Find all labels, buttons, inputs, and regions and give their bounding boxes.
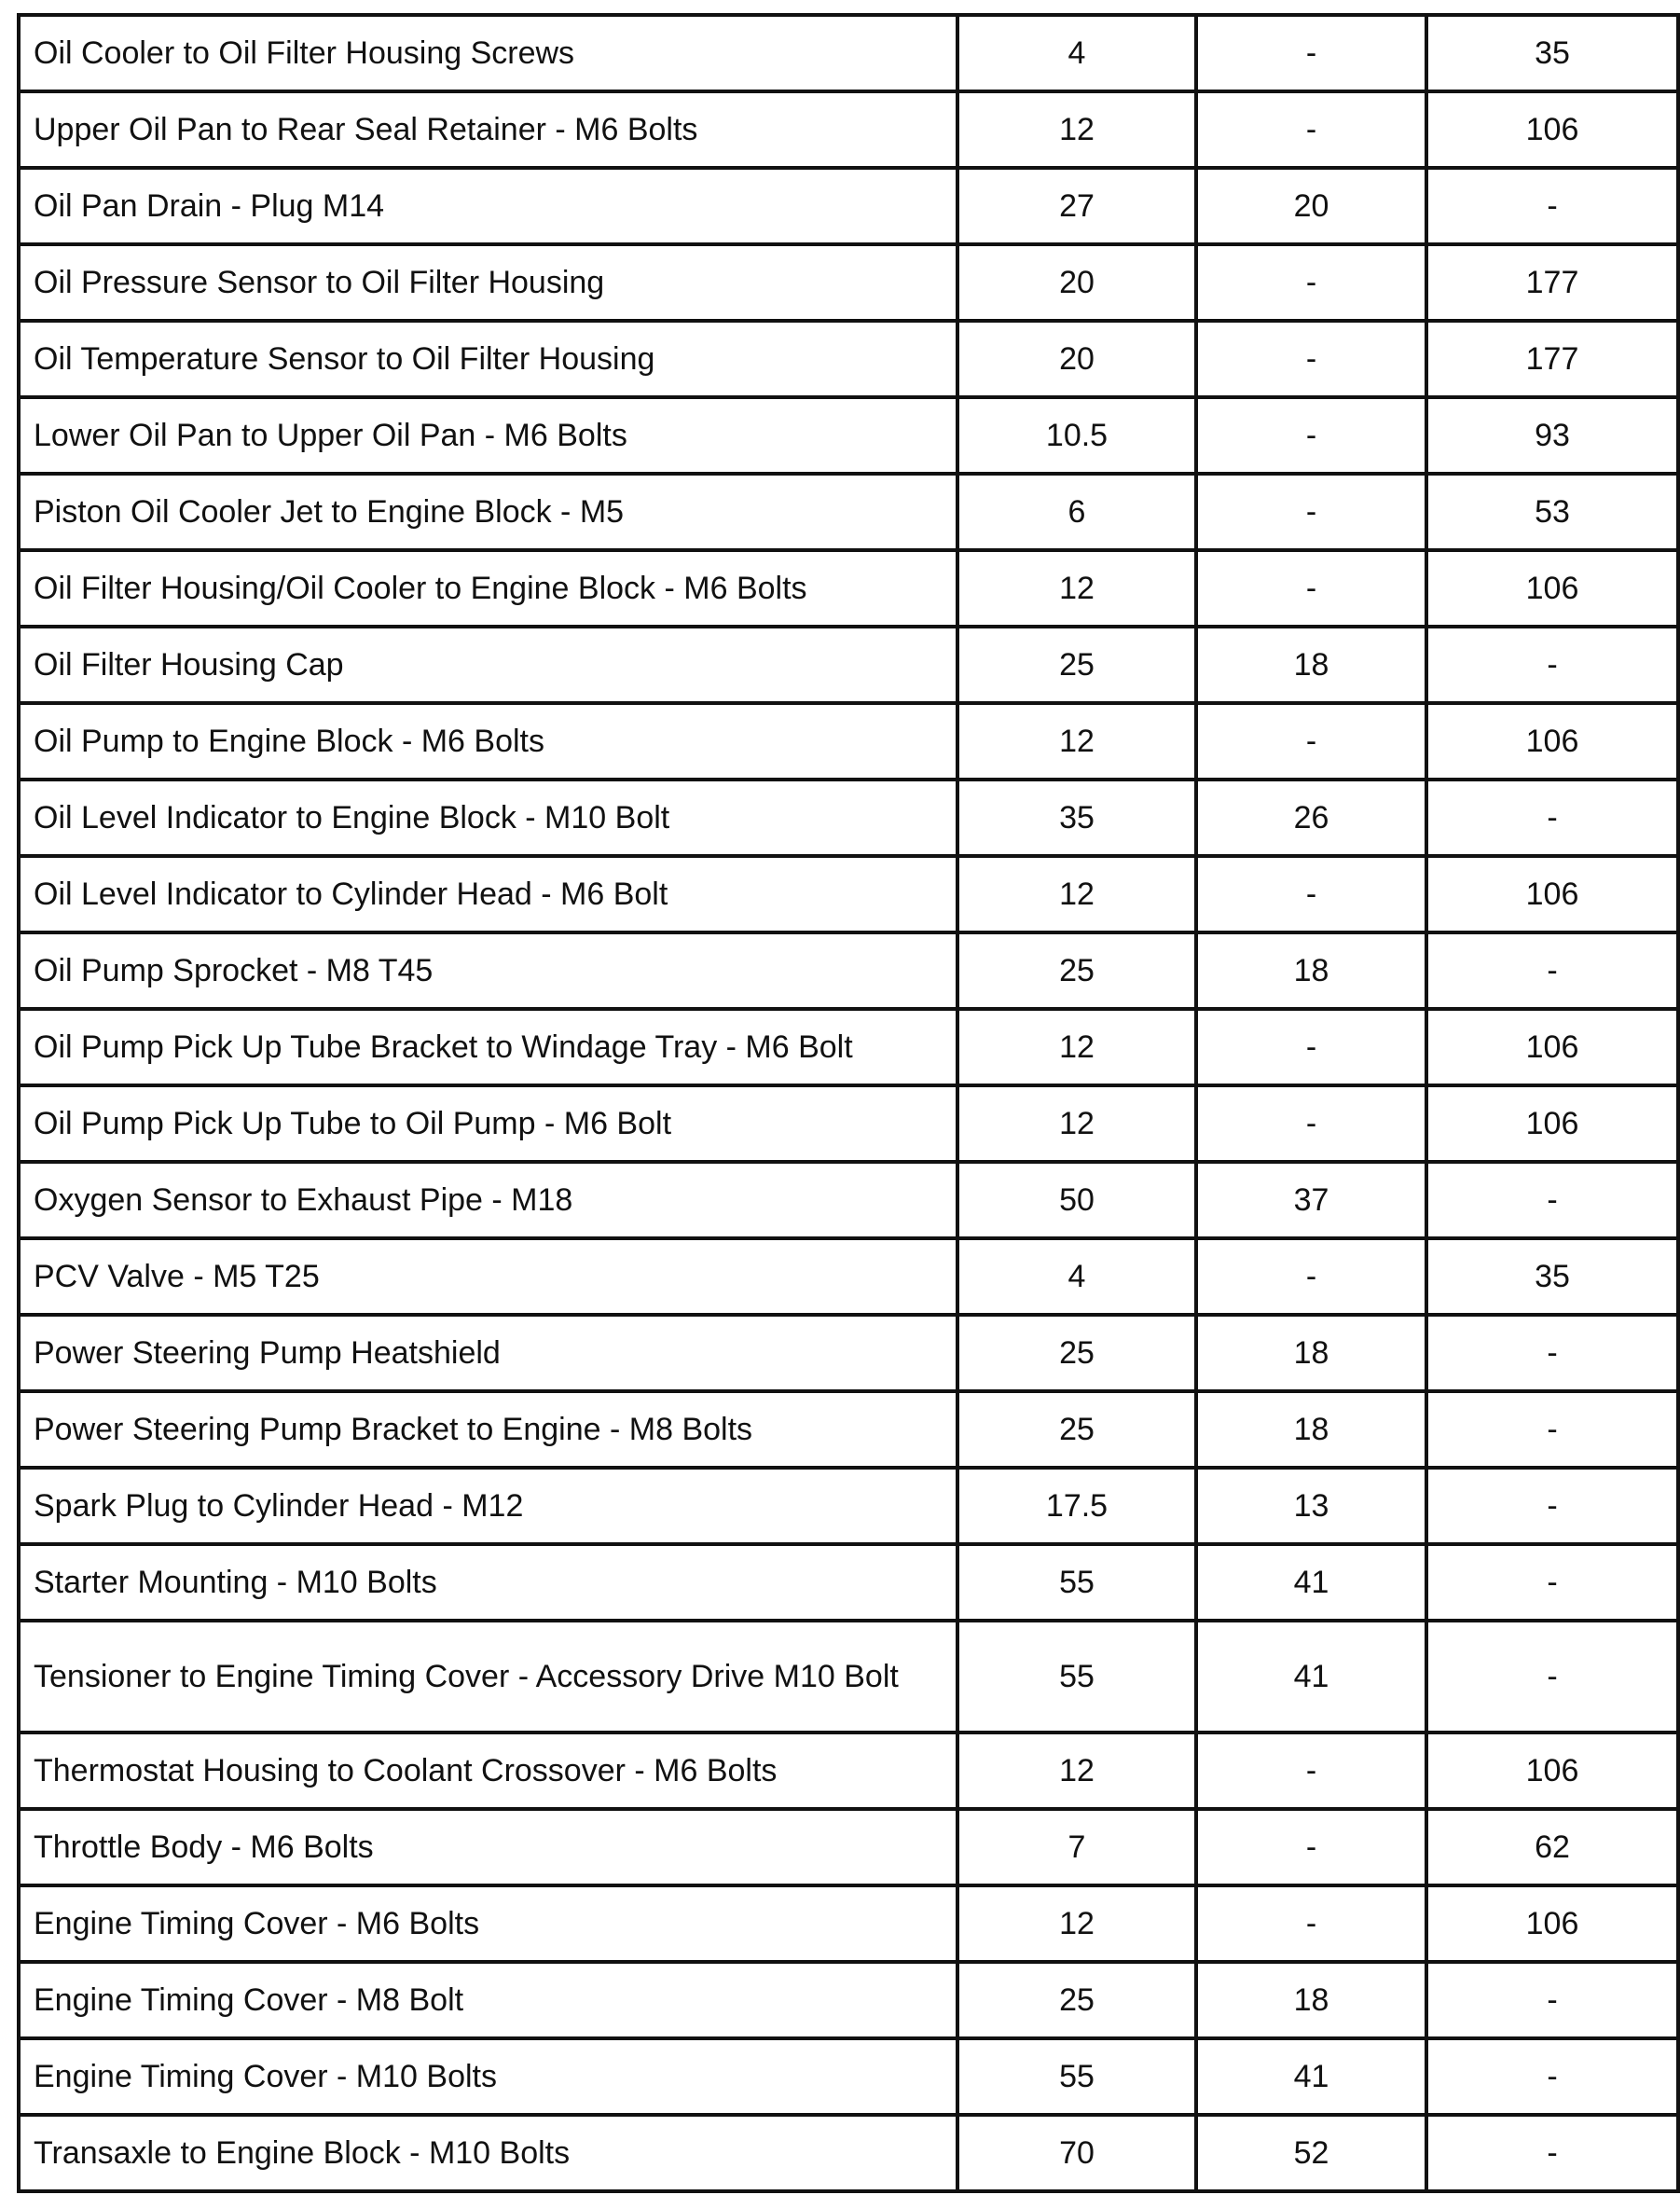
torque-nm-cell: 25	[957, 932, 1196, 1009]
table-row	[19, 1468, 1678, 1544]
torque-lb-ft-cell: 18	[1196, 1315, 1426, 1391]
component-cell: Starter Mounting - M10 Bolts	[19, 1544, 957, 1621]
torque-lb-in-cell: -	[1426, 932, 1678, 1009]
table-row	[19, 550, 1678, 627]
torque-lb-in-cell: -	[1426, 1162, 1678, 1238]
torque-lb-in-cell: 62	[1426, 1809, 1678, 1885]
component-cell: Spark Plug to Cylinder Head - M12	[19, 1468, 957, 1544]
component-cell: Oil Pressure Sensor to Oil Filter Housing	[19, 244, 957, 321]
torque-nm-cell: 27	[957, 168, 1196, 244]
torque-nm-cell: 6	[957, 474, 1196, 550]
torque-nm-cell: 25	[957, 627, 1196, 703]
torque-lb-ft-cell: -	[1196, 474, 1426, 550]
torque-nm-cell: 25	[957, 1962, 1196, 2038]
torque-lb-in-cell: -	[1426, 1391, 1678, 1468]
torque-nm-cell: 55	[957, 1621, 1196, 1733]
torque-lb-ft-cell: -	[1196, 1733, 1426, 1809]
torque-lb-in-cell: 177	[1426, 321, 1678, 397]
component-cell: Engine Timing Cover - M10 Bolts	[19, 2038, 957, 2115]
component-cell: Power Steering Pump Heatshield	[19, 1315, 957, 1391]
table-row	[19, 1315, 1678, 1391]
torque-nm-cell: 12	[957, 1733, 1196, 1809]
table-row	[19, 1885, 1678, 1962]
table-row	[19, 15, 1678, 91]
torque-lb-ft-cell: -	[1196, 1238, 1426, 1315]
torque-lb-in-cell: 53	[1426, 474, 1678, 550]
component-cell: Oil Pump Pick Up Tube to Oil Pump - M6 Bolt	[19, 1085, 957, 1162]
torque-lb-ft-cell: -	[1196, 1085, 1426, 1162]
component-cell: Oil Pump Sprocket - M8 T45	[19, 932, 957, 1009]
component-cell: Oil Pan Drain - Plug M14	[19, 168, 957, 244]
torque-lb-ft-cell: -	[1196, 321, 1426, 397]
component-cell: Transaxle to Engine Block - M10 Bolts	[19, 2115, 957, 2191]
torque-lb-ft-cell: 41	[1196, 1621, 1426, 1733]
component-cell: Oil Pump to Engine Block - M6 Bolts	[19, 703, 957, 780]
torque-lb-in-cell: 35	[1426, 15, 1678, 91]
table-row	[19, 932, 1678, 1009]
torque-nm-cell: 7	[957, 1809, 1196, 1885]
table-row	[19, 244, 1678, 321]
component-cell: Thermostat Housing to Coolant Crossover - M6 Bolts	[19, 1733, 957, 1809]
table-row	[19, 1085, 1678, 1162]
torque-nm-cell: 50	[957, 1162, 1196, 1238]
table-row	[19, 780, 1678, 856]
torque-lb-ft-cell: -	[1196, 1009, 1426, 1085]
component-cell: Oil Filter Housing Cap	[19, 627, 957, 703]
torque-lb-in-cell: 106	[1426, 1885, 1678, 1962]
torque-lb-ft-cell: -	[1196, 550, 1426, 627]
torque-lb-in-cell: 106	[1426, 703, 1678, 780]
table-row	[19, 856, 1678, 932]
component-cell: Engine Timing Cover - M6 Bolts	[19, 1885, 957, 1962]
table-row	[19, 1391, 1678, 1468]
component-cell: Oil Pump Pick Up Tube Bracket to Windage Tray - M6 Bolt	[19, 1009, 957, 1085]
torque-lb-ft-cell: 26	[1196, 780, 1426, 856]
torque-lb-ft-cell: 41	[1196, 1544, 1426, 1621]
torque-lb-in-cell: 177	[1426, 244, 1678, 321]
torque-nm-cell: 20	[957, 244, 1196, 321]
torque-lb-in-cell: 106	[1426, 1733, 1678, 1809]
torque-lb-ft-cell: 18	[1196, 1962, 1426, 2038]
torque-nm-cell: 12	[957, 856, 1196, 932]
torque-nm-cell: 4	[957, 1238, 1196, 1315]
torque-lb-ft-cell: 41	[1196, 2038, 1426, 2115]
component-cell: Piston Oil Cooler Jet to Engine Block - M5	[19, 474, 957, 550]
table-row	[19, 2038, 1678, 2115]
component-cell: Throttle Body - M6 Bolts	[19, 1809, 957, 1885]
torque-nm-cell: 17.5	[957, 1468, 1196, 1544]
torque-nm-cell: 25	[957, 1391, 1196, 1468]
torque-nm-cell: 12	[957, 1009, 1196, 1085]
torque-lb-ft-cell: 18	[1196, 932, 1426, 1009]
component-cell: Oxygen Sensor to Exhaust Pipe - M18	[19, 1162, 957, 1238]
torque-lb-ft-cell: 52	[1196, 2115, 1426, 2191]
torque-nm-cell: 20	[957, 321, 1196, 397]
torque-nm-cell: 12	[957, 1885, 1196, 1962]
torque-lb-ft-cell: -	[1196, 856, 1426, 932]
table-row	[19, 1809, 1678, 1885]
component-cell: Power Steering Pump Bracket to Engine - M8 Bolts	[19, 1391, 957, 1468]
torque-nm-cell: 55	[957, 2038, 1196, 2115]
component-cell: Oil Level Indicator to Cylinder Head - M6 Bolt	[19, 856, 957, 932]
torque-nm-cell: 12	[957, 703, 1196, 780]
table-row	[19, 474, 1678, 550]
torque-lb-ft-cell: 18	[1196, 1391, 1426, 1468]
component-cell: Oil Temperature Sensor to Oil Filter Housing	[19, 321, 957, 397]
torque-nm-cell: 12	[957, 550, 1196, 627]
torque-lb-in-cell: 93	[1426, 397, 1678, 474]
torque-lb-ft-cell: 20	[1196, 168, 1426, 244]
torque-nm-cell: 70	[957, 2115, 1196, 2191]
torque-nm-cell: 12	[957, 91, 1196, 168]
torque-nm-cell: 10.5	[957, 397, 1196, 474]
torque-lb-ft-cell: -	[1196, 91, 1426, 168]
torque-lb-ft-cell: 18	[1196, 627, 1426, 703]
component-cell: PCV Valve - M5 T25	[19, 1238, 957, 1315]
torque-lb-in-cell: 106	[1426, 550, 1678, 627]
torque-lb-in-cell: -	[1426, 1315, 1678, 1391]
torque-lb-in-cell: -	[1426, 1544, 1678, 1621]
torque-nm-cell: 25	[957, 1315, 1196, 1391]
torque-lb-ft-cell: 37	[1196, 1162, 1426, 1238]
component-cell: Upper Oil Pan to Rear Seal Retainer - M6 Bolts	[19, 91, 957, 168]
table-row	[19, 1733, 1678, 1809]
torque-lb-in-cell: -	[1426, 1468, 1678, 1544]
component-cell: Oil Level Indicator to Engine Block - M10 Bolt	[19, 780, 957, 856]
table-row	[19, 1238, 1678, 1315]
torque-lb-in-cell: -	[1426, 2115, 1678, 2191]
torque-lb-ft-cell: -	[1196, 397, 1426, 474]
component-cell: Tensioner to Engine Timing Cover - Accessory Drive M10 Bolt	[19, 1621, 957, 1733]
torque-lb-ft-cell: 13	[1196, 1468, 1426, 1544]
component-cell: Lower Oil Pan to Upper Oil Pan - M6 Bolts	[19, 397, 957, 474]
torque-nm-cell: 55	[957, 1544, 1196, 1621]
torque-lb-ft-cell: -	[1196, 1885, 1426, 1962]
torque-lb-in-cell: -	[1426, 780, 1678, 856]
torque-lb-ft-cell: -	[1196, 703, 1426, 780]
table-row	[19, 1962, 1678, 2038]
table-row	[19, 321, 1678, 397]
torque-lb-ft-cell: -	[1196, 1809, 1426, 1885]
torque-lb-in-cell: -	[1426, 627, 1678, 703]
table-row	[19, 703, 1678, 780]
torque-lb-in-cell: -	[1426, 1962, 1678, 2038]
torque-nm-cell: 35	[957, 780, 1196, 856]
torque-nm-cell: 4	[957, 15, 1196, 91]
table-row	[19, 1162, 1678, 1238]
torque-lb-ft-cell: -	[1196, 244, 1426, 321]
table-row	[19, 1544, 1678, 1621]
torque-lb-in-cell: 106	[1426, 91, 1678, 168]
torque-lb-ft-cell: -	[1196, 15, 1426, 91]
component-cell: Oil Cooler to Oil Filter Housing Screws	[19, 15, 957, 91]
torque-nm-cell: 12	[957, 1085, 1196, 1162]
torque-lb-in-cell: -	[1426, 168, 1678, 244]
torque-lb-in-cell: -	[1426, 2038, 1678, 2115]
torque-lb-in-cell: 106	[1426, 1009, 1678, 1085]
table-row	[19, 1009, 1678, 1085]
table-row	[19, 2115, 1678, 2191]
table-row	[19, 627, 1678, 703]
table-row	[19, 1621, 1678, 1733]
table-row	[19, 91, 1678, 168]
torque-spec-table	[17, 13, 1680, 2193]
torque-lb-in-cell: 35	[1426, 1238, 1678, 1315]
table-row	[19, 397, 1678, 474]
table-row	[19, 168, 1678, 244]
component-cell: Oil Filter Housing/Oil Cooler to Engine Block - M6 Bolts	[19, 550, 957, 627]
torque-spec-table-body	[19, 15, 1678, 2191]
component-cell: Engine Timing Cover - M8 Bolt	[19, 1962, 957, 2038]
torque-lb-in-cell: -	[1426, 1621, 1678, 1733]
torque-lb-in-cell: 106	[1426, 856, 1678, 932]
torque-lb-in-cell: 106	[1426, 1085, 1678, 1162]
